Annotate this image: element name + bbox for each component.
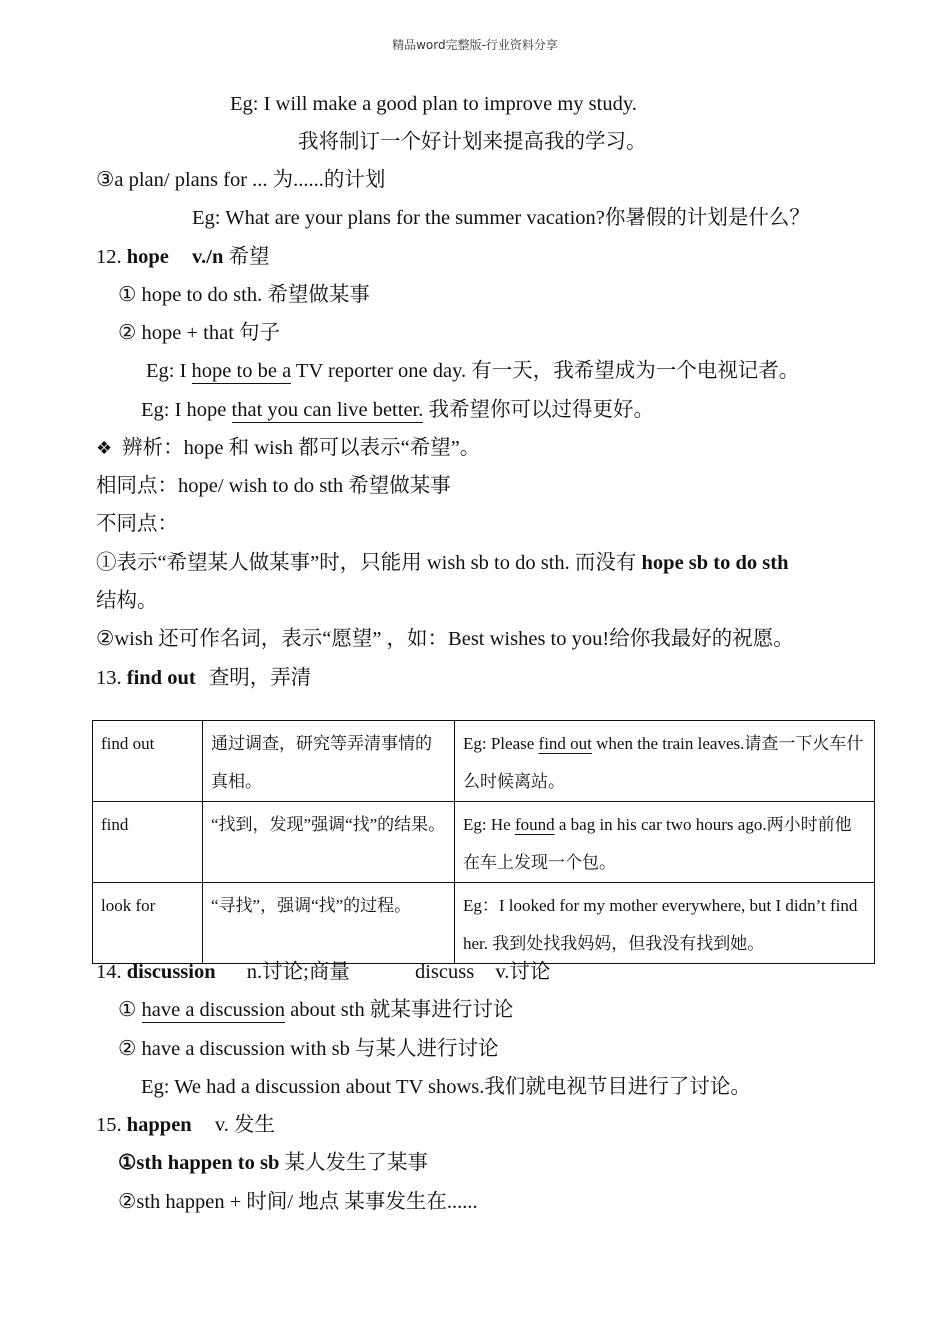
- bold-phrase: ①sth happen to sb: [118, 1152, 280, 1174]
- entry-word: discussion: [126, 961, 216, 983]
- example-text: Eg：I looked for my mother everywhere, but I didn’t find her. 我到处找我妈妈，但我没有找到她。: [463, 896, 858, 953]
- difference-point-1-cont: 结构。: [96, 590, 158, 612]
- term-cell: find: [93, 802, 203, 883]
- description-cell: “找到，发现”强调“找”的结果。: [203, 802, 455, 883]
- related-word: discuss: [414, 961, 475, 983]
- description-cell: 通过调查，研究等弄清事情的真相。: [203, 721, 455, 802]
- difference-heading: 不同点：: [96, 513, 178, 535]
- entry-number: 13.: [96, 667, 122, 689]
- underlined-phrase: found: [514, 815, 555, 834]
- difference-bold-phrase: hope sb to do sth: [641, 552, 789, 574]
- table-row: [93, 883, 875, 964]
- table-row: [93, 802, 875, 883]
- example-sentence-cn: 我将制订一个好计划来提高我的学习。: [298, 131, 647, 153]
- entry-number: 12.: [96, 246, 122, 268]
- entry-number: 14.: [96, 961, 122, 983]
- example-cell: [455, 721, 875, 802]
- underlined-phrase: have a discussion: [141, 999, 285, 1021]
- example-text: 我希望你可以过得更好。: [423, 399, 654, 421]
- note-text: 辨析：hope 和 wish 都可以表示“希望”。: [122, 437, 481, 459]
- entry-pos: v. 发生: [214, 1114, 276, 1136]
- entry-heading-hope: [96, 245, 270, 269]
- usage-point-1: [118, 998, 513, 1022]
- usage-point-1: [118, 1151, 428, 1175]
- example-text: Eg: I hope: [141, 399, 232, 421]
- example-text: Eg: I: [146, 360, 192, 382]
- example-sentence: [146, 359, 799, 383]
- entry-number: 15.: [96, 1114, 122, 1136]
- usage-text: 某人发生了某事: [279, 1152, 428, 1174]
- example-text: a bag in his car two hours ago.两小时前他在车上发现一个包。: [463, 815, 852, 872]
- usage-point-1: ① hope to do sth. 希望做某事: [118, 284, 370, 306]
- usage-point-2: ②sth happen + 时间/ 地点 某事发生在......: [118, 1191, 478, 1213]
- usage-text: about sth 就某事进行讨论: [285, 999, 514, 1021]
- related-word-pos: v.讨论: [495, 961, 551, 983]
- usage-point-2: ② hope + that 句子: [118, 322, 281, 344]
- entry-meaning: 查明，弄清: [208, 667, 312, 689]
- usage-point-2: ② have a discussion with sb 与某人进行讨论: [118, 1038, 499, 1060]
- example-sentence: [141, 398, 654, 422]
- example-sentence-en: Eg: I will make a good plan to improve my study.: [230, 93, 637, 115]
- entry-heading-happen: [96, 1113, 275, 1137]
- underlined-phrase: that you can live better.: [231, 399, 424, 421]
- diamond-bullet-icon: ❖: [96, 438, 113, 459]
- note-line: [96, 436, 480, 461]
- description-cell: “寻找”，强调“找”的过程。: [203, 883, 455, 964]
- similarity-line: 相同点：hope/ wish to do sth 希望做某事: [96, 475, 451, 497]
- table-row: [93, 721, 875, 802]
- difference-point-2: ②wish 还可作名词，表示“愿望” ，如：Best wishes to you!给你我最好的祝愿。: [96, 628, 794, 650]
- example-sentence: Eg: We had a discussion about TV shows.我们就电视节目进行了讨论。: [141, 1076, 751, 1098]
- point-marker: ①: [118, 999, 142, 1021]
- entry-word: happen: [126, 1114, 192, 1136]
- term-cell: look for: [93, 883, 203, 964]
- difference-point-1: [96, 551, 789, 575]
- entry-heading-find-out: [96, 666, 311, 690]
- example-text: Eg: He: [463, 815, 515, 834]
- entry-word: hope: [126, 246, 169, 268]
- entry-heading-discussion: [96, 960, 550, 984]
- example-text: Eg: Please: [463, 734, 539, 753]
- example-text: TV reporter one day. 有一天，我希望成为一个电视记者。: [291, 360, 800, 382]
- example-text: when the train leaves.请查一下火车什么时候离站。: [463, 734, 864, 791]
- entry-pos: n.讨论;商量: [246, 961, 350, 983]
- underlined-phrase: find out: [538, 734, 592, 753]
- comparison-table: [92, 720, 875, 964]
- entry-meaning: 希望: [228, 246, 270, 268]
- entry-pos: v./n: [192, 246, 224, 268]
- example-cell: [455, 883, 875, 964]
- entry-word: find out: [126, 667, 196, 689]
- page-header: 精品word完整版-行业资料分享: [392, 38, 558, 52]
- example-cell: [455, 802, 875, 883]
- difference-text: ①表示“希望某人做某事”时，只能用 wish sb to do sth. 而没有: [96, 552, 642, 574]
- underlined-phrase: hope to be a: [191, 360, 292, 382]
- term-cell: find out: [93, 721, 203, 802]
- usage-point-3: ③a plan/ plans for ... 为......的计划: [96, 169, 386, 191]
- example-sentence: Eg: What are your plans for the summer vacation?你暑假的计划是什么？: [192, 207, 810, 229]
